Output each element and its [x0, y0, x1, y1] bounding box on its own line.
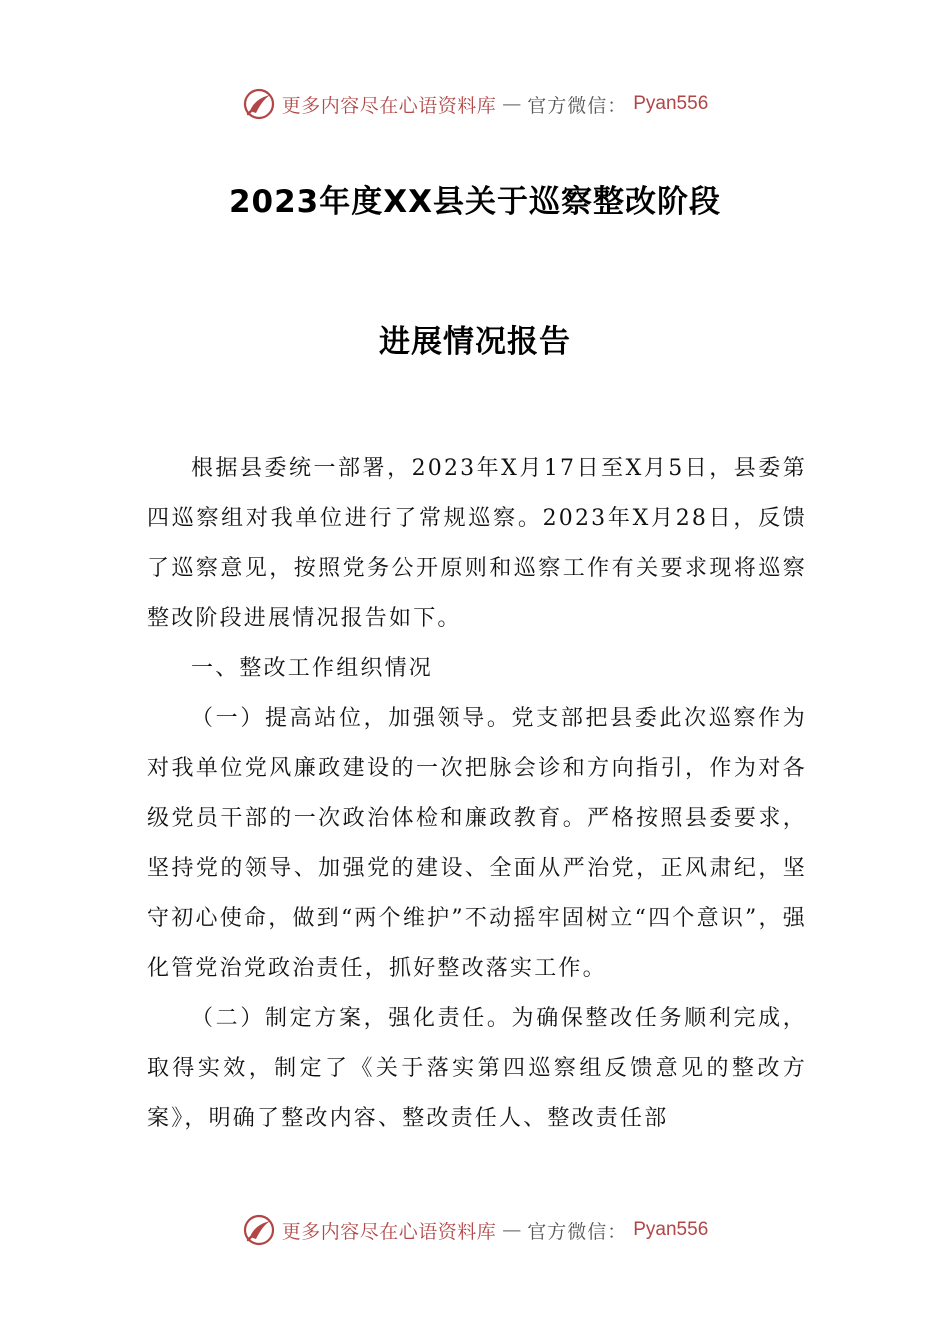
banner-contact-label: 官方微信： [527, 94, 628, 117]
banner-contact-id: Pyan556 [633, 1219, 709, 1240]
banner-contact-id: Pyan556 [633, 93, 709, 114]
banner-text: 更多内容尽在心语资料库 [281, 1220, 497, 1243]
banner-separator: — [502, 1219, 522, 1241]
banner-separator: — [502, 93, 522, 115]
banner-text: 更多内容尽在心语资料库 [281, 94, 497, 117]
pen-logo-icon [242, 1213, 276, 1247]
paragraph-plan: （二）制定方案，强化责任。为确保整改任务顺利完成，取得实效，制定了《关于落实第四巡察组反馈意见的整改方案》，明确了整改内容、整改责任人、整改责任部 [147, 1006, 807, 1131]
banner-contact-label: 官方微信： [527, 1220, 628, 1243]
document-title-line1: 2023年度XX县关于巡察整改阶段 [228, 184, 722, 220]
header-banner [0, 84, 950, 124]
section-heading-1: 一、整改工作组织情况 [191, 656, 434, 681]
footer-banner [0, 1210, 950, 1250]
document-title-line2: 进展情况报告 [379, 324, 571, 360]
paragraph-leadership: （一）提高站位，加强领导。党支部把县委此次巡察作为对我单位党风廉政建设的一次把脉会诊和方向指引，作为对各级党员干部的一次政治体检和廉政教育。严格按照县委要求，坚持党的领导、加强党的建设、全面从严治党，正风肃纪，坚守初心使命，做到“两个维护”不动摇牢固树立“四个意识”，强化管党治党政治责任，抓好整改落实工作。 [147, 706, 807, 981]
document-body [147, 444, 807, 1144]
paragraph-intro: 根据县委统一部署，2023年X月17日至X月5日，县委第四巡察组对我单位进行了常规巡察。2023年X月28日，反馈了巡察意见，按照党务公开原则和巡察工作有关要求现将巡察整改阶段进展情况报告如下。 [147, 456, 807, 631]
pen-logo-icon [242, 87, 276, 121]
